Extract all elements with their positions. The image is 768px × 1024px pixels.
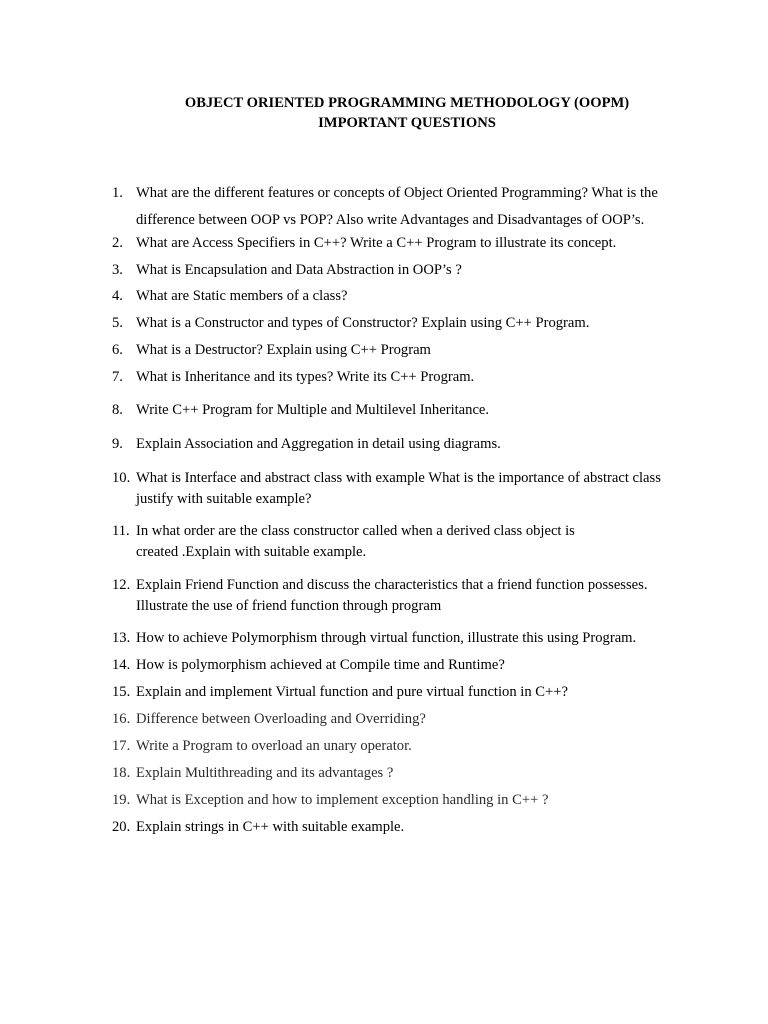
question-text: Explain and implement Virtual function and pure virtual function in C++? (136, 684, 568, 700)
question-text: What are Static members of a class? (136, 288, 348, 304)
question-number: 11. (112, 523, 130, 539)
question-item (112, 180, 692, 234)
question-text-line-2: created .Explain with suitable example. (136, 544, 367, 560)
question-item (112, 737, 692, 755)
question-item (112, 683, 692, 701)
question-item (112, 368, 692, 386)
question-text: Explain Association and Aggregation in detail using diagrams. (136, 436, 501, 452)
question-text: What is a Constructor and types of Constructor? Explain using C++ Program. (136, 315, 590, 331)
question-number: 6. (112, 342, 123, 358)
question-text: What is Encapsulation and Data Abstraction in OOP’s ? (136, 262, 462, 278)
question-item (112, 521, 692, 563)
question-text: Difference between Overloading and Overriding? (136, 711, 426, 727)
question-item (112, 791, 692, 809)
question-text: What is Inheritance and its types? Write its C++ Program. (136, 369, 475, 385)
question-number: 10. (112, 470, 131, 486)
question-text-line-1: In what order are the class constructor called when a derived class object is (136, 523, 575, 539)
question-number: 5. (112, 315, 123, 331)
question-number: 2. (112, 235, 123, 251)
question-number: 13. (112, 630, 131, 646)
question-text: What is Exception and how to implement exception handling in C++ ? (136, 792, 549, 808)
question-item (112, 818, 692, 836)
question-number: 7. (112, 369, 123, 385)
question-text: Write a Program to overload an unary operator. (136, 738, 412, 754)
question-item (112, 435, 692, 453)
question-text: Explain Friend Function and discuss the characteristics that a friend function possesses. Illustrate the use of friend function through program (136, 577, 648, 614)
question-text: What is a Destructor? Explain using C++ Program (136, 342, 431, 358)
question-item (112, 314, 692, 332)
question-number: 8. (112, 402, 123, 418)
question-text: How to achieve Polymorphism through virtual function, illustrate this using Program. (136, 630, 637, 646)
question-item (112, 656, 692, 674)
question-item (112, 710, 692, 728)
question-number: 9. (112, 436, 123, 452)
question-text: Explain strings in C++ with suitable example. (136, 819, 405, 835)
question-number: 17. (112, 738, 131, 754)
title-line-1: OBJECT ORIENTED PROGRAMMING METHODOLOGY (OOPM) (184, 95, 630, 111)
question-item (112, 575, 692, 617)
question-number: 16. (112, 711, 131, 727)
question-number: 18. (112, 765, 131, 781)
question-item (112, 287, 692, 305)
question-item (112, 341, 692, 359)
question-item (112, 234, 692, 252)
question-number: 12. (112, 577, 131, 593)
question-text: What are Access Specifiers in C++? Write a C++ Program to illustrate its concept. (136, 235, 617, 251)
question-text: How is polymorphism achieved at Compile time and Runtime? (136, 657, 505, 673)
question-number: 19. (112, 792, 131, 808)
title-line-2: IMPORTANT QUESTIONS (318, 115, 496, 131)
question-item (112, 764, 692, 782)
question-text: What is Interface and abstract class with example What is the importance of abstract class justify with suitable example? (136, 470, 661, 507)
question-number: 20. (112, 819, 131, 835)
question-item (112, 468, 692, 510)
question-text: Write C++ Program for Multiple and Multilevel Inheritance. (136, 402, 490, 418)
question-text: What are the different features or concepts of Object Oriented Programming? What is the difference between OOP vs POP? Also write Advantages and Disadvantages of OOP’s. (136, 185, 658, 228)
question-item (112, 261, 692, 279)
question-number: 14. (112, 657, 131, 673)
question-item (112, 629, 692, 647)
question-number: 1. (112, 185, 123, 201)
question-item (112, 401, 692, 419)
question-number: 3. (112, 262, 123, 278)
document-title (0, 93, 768, 133)
question-text: Explain Multithreading and its advantages ? (136, 765, 394, 781)
question-number: 4. (112, 288, 123, 304)
question-number: 15. (112, 684, 131, 700)
